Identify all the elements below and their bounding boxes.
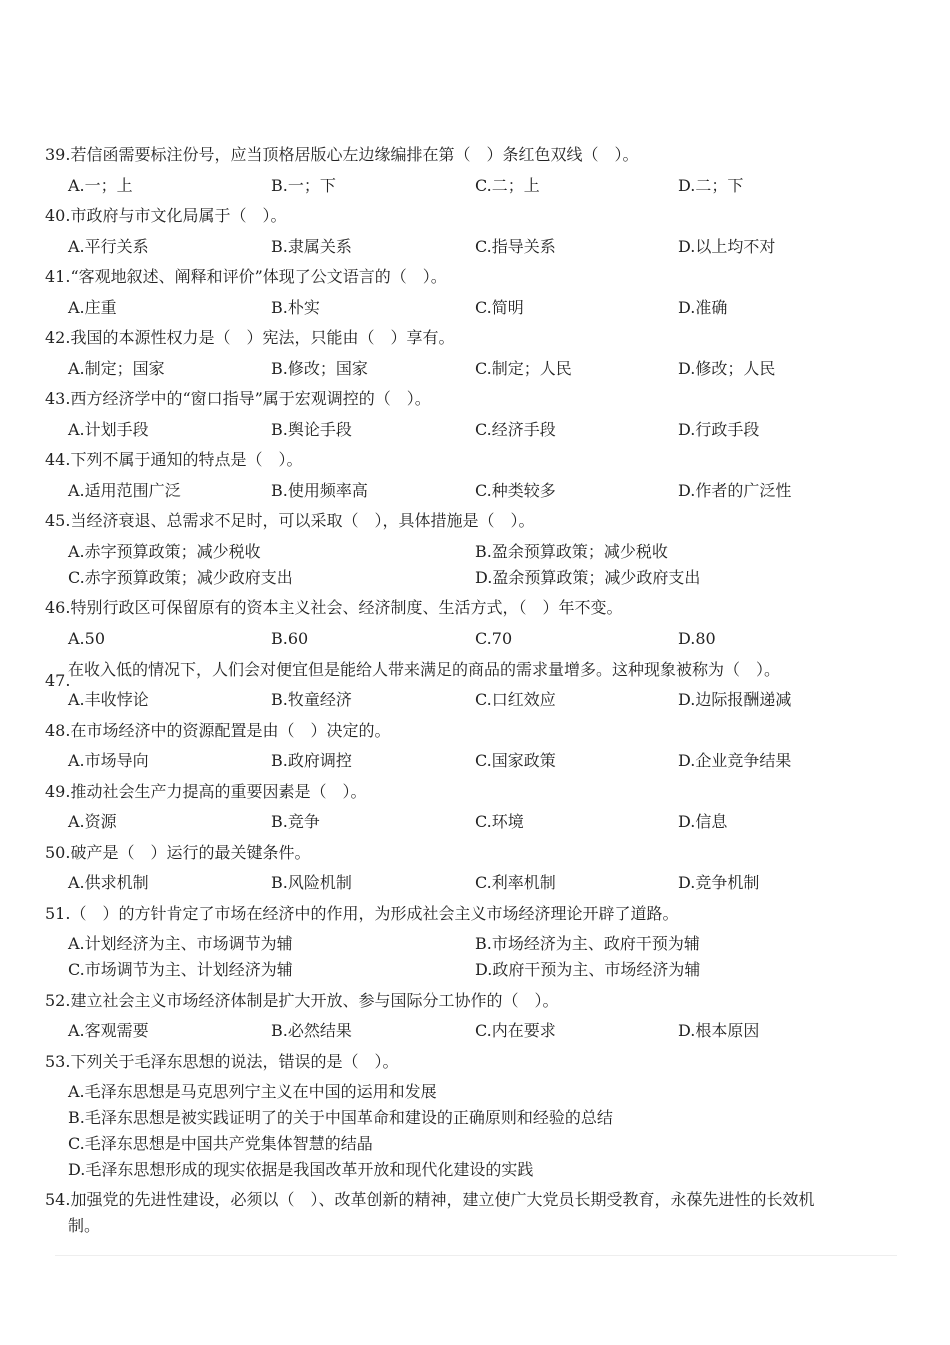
option-c: C.70 bbox=[475, 629, 513, 648]
option-c: C.环境 bbox=[475, 812, 524, 831]
option-b: B.盈余预算政策；减少税收 bbox=[475, 542, 668, 561]
option-c: C.内在要求 bbox=[475, 1021, 556, 1040]
option-c: C.国家政策 bbox=[475, 751, 556, 770]
question-44: 44.下列不属于通知的特点是（ ）。 bbox=[45, 450, 303, 469]
question-48: 48.在市场经济中的资源配置是由（ ）决定的。 bbox=[45, 721, 391, 740]
option-a: A.50 bbox=[68, 629, 105, 648]
option-c: C.制定；人民 bbox=[475, 359, 572, 378]
question-47: 在收入低的情况下，人们会对便宜但是能给人带来满足的商品的需求量增多。这种现象被称为（ ）。 bbox=[68, 660, 781, 679]
option-b: B.政府调控 bbox=[271, 751, 352, 770]
question-50: 50.破产是（ ）运行的最关键条件。 bbox=[45, 843, 311, 862]
option-d: D.盈余预算政策；减少政府支出 bbox=[475, 568, 701, 587]
option-c: C.经济手段 bbox=[475, 420, 556, 439]
option-a: A.客观需要 bbox=[68, 1021, 149, 1040]
option-a: A.计划经济为主、市场调节为辅 bbox=[68, 934, 293, 953]
option-d: D.政府干预为主、市场经济为辅 bbox=[475, 960, 701, 979]
option-b: B.舆论手段 bbox=[271, 420, 352, 439]
option-d: D.根本原因 bbox=[678, 1021, 760, 1040]
option-c: C.赤字预算政策；减少政府支出 bbox=[68, 568, 293, 587]
option-b: B.市场经济为主、政府干预为辅 bbox=[475, 934, 700, 953]
option-d: D.边际报酬递减 bbox=[678, 690, 792, 709]
option-b: B.牧童经济 bbox=[271, 690, 352, 709]
option-a: A.资源 bbox=[68, 812, 117, 831]
option-c: C.利率机制 bbox=[475, 873, 556, 892]
question-41: 41.“客观地叙述、阐释和评价”体现了公文语言的（ ）。 bbox=[45, 267, 447, 286]
option-c: C.简明 bbox=[475, 298, 524, 317]
option-d: D.信息 bbox=[678, 812, 728, 831]
option-b: B.60 bbox=[271, 629, 309, 648]
question-54-continuation: 制。 bbox=[68, 1216, 101, 1235]
option-d: D.80 bbox=[678, 629, 716, 648]
option-b: B.必然结果 bbox=[271, 1021, 352, 1040]
page-bottom-rule bbox=[55, 1255, 897, 1256]
option-a: A.平行关系 bbox=[68, 237, 149, 256]
option-a: A.制定；国家 bbox=[68, 359, 165, 378]
question-53: 53.下列关于毛泽东思想的说法，错误的是（ ）。 bbox=[45, 1052, 399, 1071]
option-c: C.指导关系 bbox=[475, 237, 556, 256]
option-a: A.计划手段 bbox=[68, 420, 149, 439]
option-b: B.朴实 bbox=[271, 298, 320, 317]
question-54: 54.加强党的先进性建设，必须以（ ）、改革创新的精神，建立使广大党员长期受教育，永葆先进性的长效机 bbox=[45, 1190, 815, 1209]
option-b: B.毛泽东思想是被实践证明了的关于中国革命和建设的正确原则和经验的总结 bbox=[68, 1108, 613, 1127]
option-c: C.毛泽东思想是中国共产党集体智慧的结晶 bbox=[68, 1134, 373, 1153]
option-b: B.竞争 bbox=[271, 812, 320, 831]
option-a: A.庄重 bbox=[68, 298, 117, 317]
option-c: C.种类较多 bbox=[475, 481, 556, 500]
option-c: C.口红效应 bbox=[475, 690, 556, 709]
option-d: D.行政手段 bbox=[678, 420, 760, 439]
question-40: 40.市政府与市文化局属于（ ）。 bbox=[45, 206, 287, 225]
question-49: 49.推动社会生产力提高的重要因素是（ ）。 bbox=[45, 782, 367, 801]
option-b: B.修改；国家 bbox=[271, 359, 368, 378]
option-b: B.使用频率高 bbox=[271, 481, 368, 500]
option-d: D.二；下 bbox=[678, 176, 744, 195]
option-d: D.企业竞争结果 bbox=[678, 751, 792, 770]
question-52: 52.建立社会主义市场经济体制是扩大开放、参与国际分工协作的（ ）。 bbox=[45, 991, 559, 1010]
option-d: D.竞争机制 bbox=[678, 873, 760, 892]
question-45: 45.当经济衰退、总需求不足时，可以采取（ ），具体措施是（ ）。 bbox=[45, 511, 535, 530]
question-39: 39.若信函需要标注份号，应当顶格居版心左边缘编排在第（ ）条红色双线（ ）。 bbox=[45, 145, 639, 164]
option-b: B.隶属关系 bbox=[271, 237, 352, 256]
option-a: A.毛泽东思想是马克思列宁主义在中国的运用和发展 bbox=[68, 1082, 437, 1101]
option-b: B.一；下 bbox=[271, 176, 336, 195]
option-d: D.准确 bbox=[678, 298, 728, 317]
option-a: A.一；上 bbox=[68, 176, 133, 195]
question-43: 43.西方经济学中的“窗口指导”属于宏观调控的（ ）。 bbox=[45, 389, 431, 408]
option-d: D.修改；人民 bbox=[678, 359, 776, 378]
question-47-number: 47. bbox=[45, 671, 71, 690]
option-d: D.以上均不对 bbox=[678, 237, 776, 256]
option-c: C.二；上 bbox=[475, 176, 540, 195]
option-a: A.丰收悖论 bbox=[68, 690, 149, 709]
question-46: 46.特别行政区可保留原有的资本主义社会、经济制度、生活方式，（ ）年不变。 bbox=[45, 598, 623, 617]
option-d: D.作者的广泛性 bbox=[678, 481, 792, 500]
option-a: A.赤字预算政策；减少税收 bbox=[68, 542, 261, 561]
option-a: A.适用范围广泛 bbox=[68, 481, 181, 500]
option-d: D.毛泽东思想形成的现实依据是我国改革开放和现代化建设的实践 bbox=[68, 1160, 534, 1179]
option-c: C.市场调节为主、计划经济为辅 bbox=[68, 960, 293, 979]
option-a: A.供求机制 bbox=[68, 873, 149, 892]
question-51: 51.（ ）的方针肯定了市场在经济中的作用，为形成社会主义市场经济理论开辟了道路。 bbox=[45, 904, 679, 923]
question-42: 42.我国的本源性权力是（ ）宪法，只能由（ ）享有。 bbox=[45, 328, 455, 347]
option-a: A.市场导向 bbox=[68, 751, 149, 770]
option-b: B.风险机制 bbox=[271, 873, 352, 892]
